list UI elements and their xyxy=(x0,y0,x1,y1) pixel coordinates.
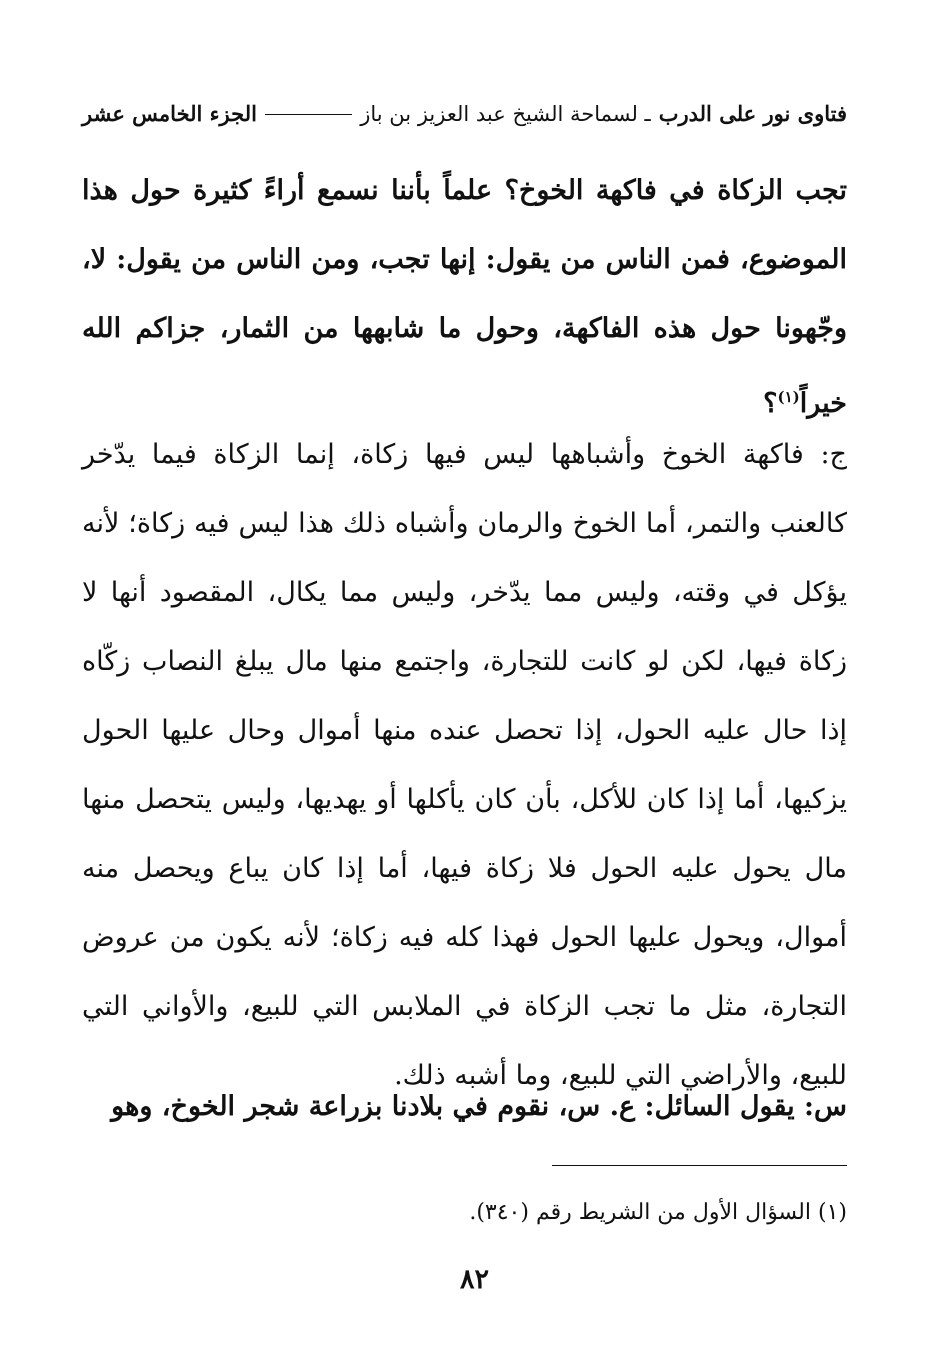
question-1-text: تجب الزكاة في فاكهة الخوخ؟ علماً بأننا نسمع أراءً كثيرة حول هذا الموضوع، فمن الناس من يقول: إنها تجب، ومن الناس من يقول: لا، وجّهونا حول هذه الفاكهة، وحول ما شابهها من الثمار، جزاكم الله خيراً xyxy=(82,175,847,419)
header-book-title: فتاوى نور على الدرب xyxy=(658,101,847,126)
question-1 xyxy=(82,156,847,438)
footnote-marker: (١) xyxy=(777,388,800,406)
footnote xyxy=(82,1196,847,1230)
header-part: الجزء الخامس عشر xyxy=(82,101,257,126)
question-1-end-mark: ؟ xyxy=(763,388,778,419)
header-title-group xyxy=(360,96,847,132)
answer xyxy=(82,420,847,1110)
header-author: ـ لسماحة الشيخ عبد العزيز بن باز xyxy=(360,102,651,126)
footnote-text: (١) السؤال الأول من الشريط رقم (٣٤٠). xyxy=(469,1200,847,1225)
page-number: ٨٢ xyxy=(459,1264,489,1295)
header-rule xyxy=(265,114,352,115)
question-2-text: س: يقول السائل: ع. س، نقوم في بلادنا بزراعة شجر الخوخ، وهو xyxy=(111,1091,847,1122)
footnote-divider xyxy=(552,1165,847,1166)
question-2 xyxy=(82,1072,847,1141)
running-header xyxy=(82,96,847,132)
answer-text: ج: فاكهة الخوخ وأشباهها ليس فيها زكاة، إنما الزكاة فيما يدّخر كالعنب والتمر، أما الخوخ والرمان وأشباه ذلك هذا ليس فيه زكاة؛ لأنه يؤكل في وقته، وليس مما يدّخر، وليس مما يكال، المقصود أنها لا زكاة فيها، لكن لو كانت للتجارة، واجتمع منها مال يبلغ النصاب زكّاه إذا حال عليه الحول، إذا تحصل عنده منها أموال وحال عليها الحول يزكيها، أما إذا كان للأكل، بأن كان يأكلها أو يهديها، وليس يتحصل منها مال يحول عليه الحول فلا زكاة فيها، أما إذا كان يباع ويحصل منه أموال، ويحول عليها الحول فهذا كله فيه زكاة؛ لأنه يكون من عروض التجارة، مثل ما تجب الزكاة في الملابس التي للبيع، والأواني التي للبيع، والأراضي التي للبيع، وما أشبه ذلك. xyxy=(82,439,847,1091)
